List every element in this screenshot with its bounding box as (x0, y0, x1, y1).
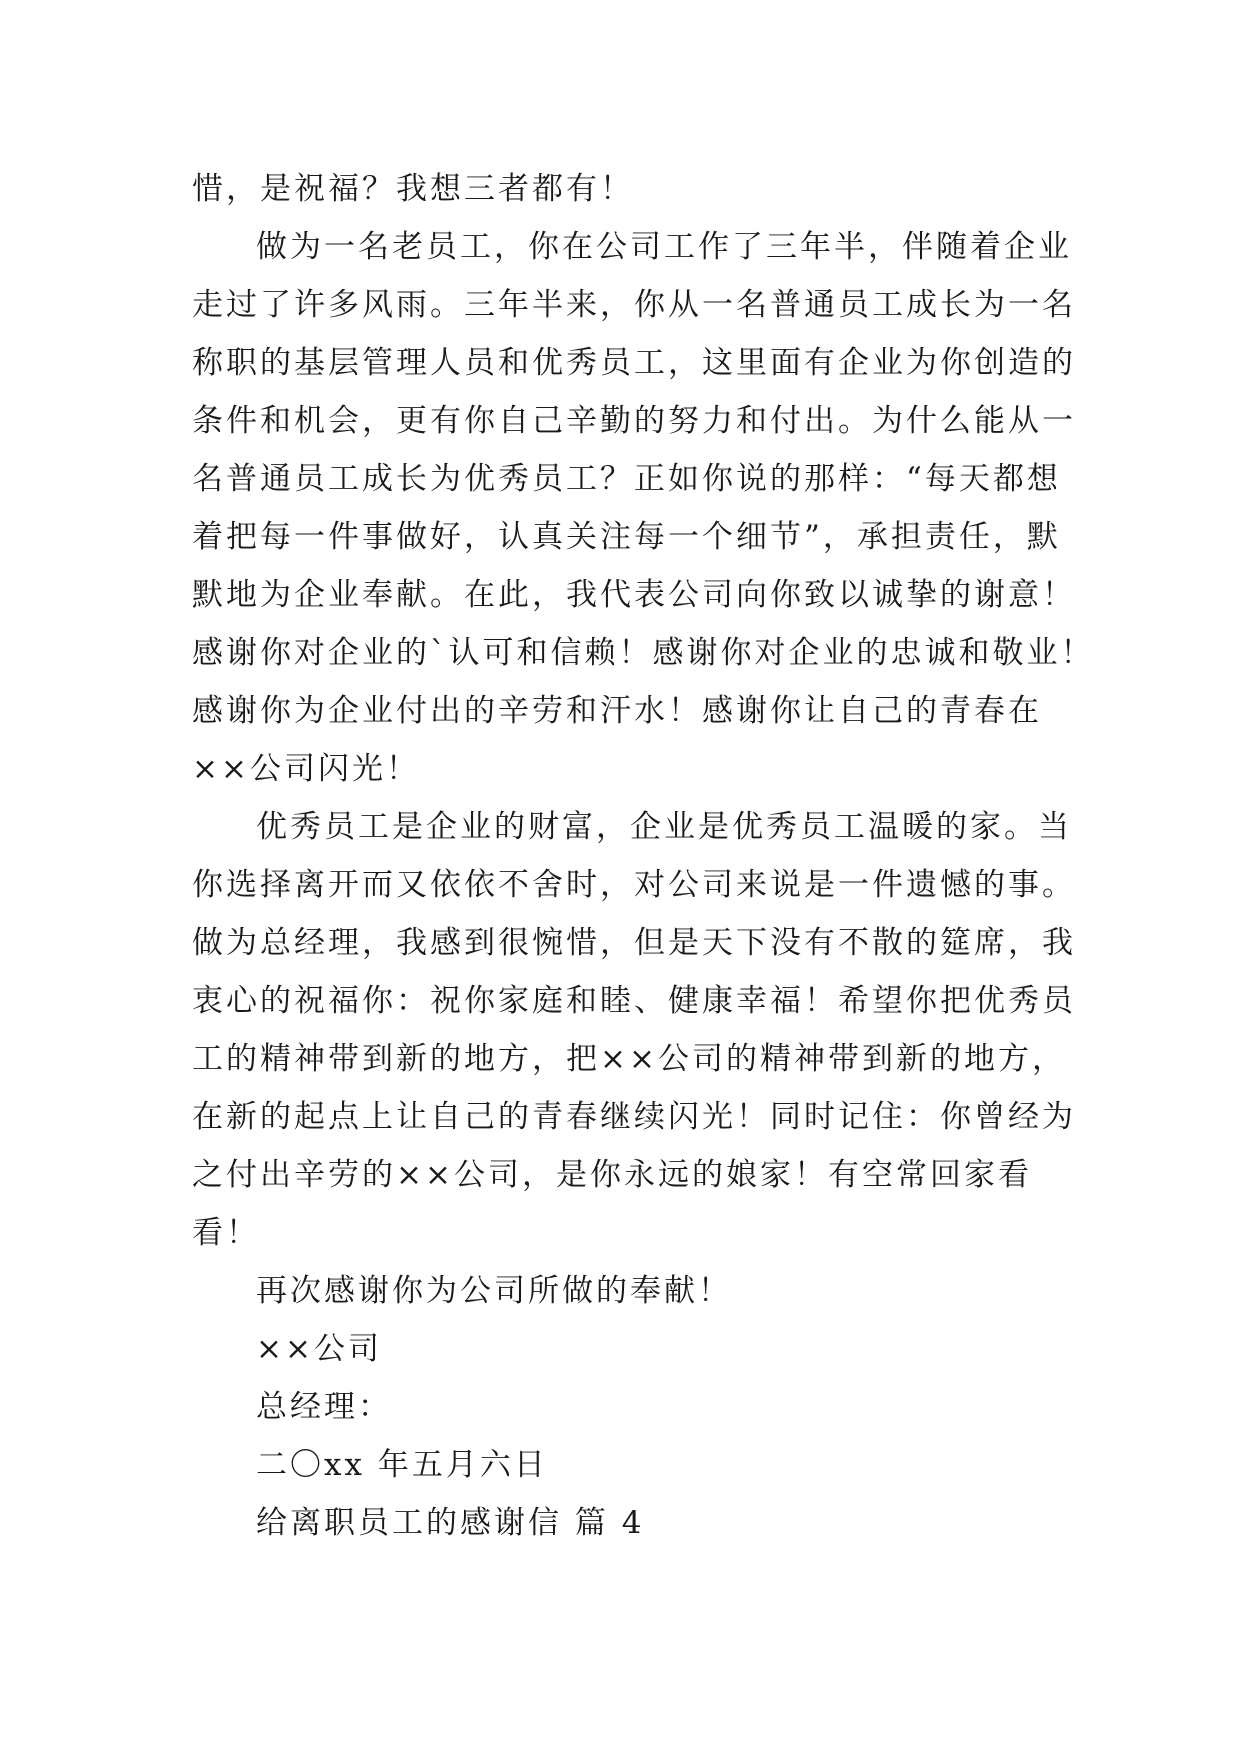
text-line: 着把每一件事做好，认真关注每一个细节”，承担责任，默 (192, 519, 1061, 555)
text-line: 衷心的祝福你：祝你家庭和睦、健康幸福！希望你把优秀员 (192, 983, 1076, 1019)
text-line: 默地为企业奉献。在此，我代表公司向你致以诚挚的谢意！ (192, 577, 1076, 613)
letter-body (192, 160, 1095, 1552)
text-line: 你选择离开而又依依不舍时，对公司来说是一件遗憾的事。 (192, 867, 1076, 903)
text-line: 看！ (192, 1215, 260, 1251)
text-line: 在新的起点上让自己的青春继续闪光！同时记住：你曾经为 (192, 1099, 1076, 1135)
text-line: 惜，是祝福？我想三者都有！ (192, 171, 634, 207)
company-signature: ××公司 (256, 1331, 382, 1367)
next-section-heading: 给离职员工的感谢信 篇 4 (256, 1505, 645, 1541)
text-line: 做为一名老员工，你在公司工作了三年半，伴随着企业 (256, 229, 1072, 265)
text-line: 工的精神带到新的地方，把××公司的精神带到新的地方， (192, 1041, 1066, 1077)
text-line: 名普通员工成长为优秀员工？正如你说的那样：“每天都想 (192, 461, 1061, 497)
text-line: 感谢你为企业付出的辛劳和汗水！感谢你让自己的青春在 (192, 693, 1042, 729)
text-line: ××公司闪光！ (192, 751, 420, 787)
text-line: 条件和机会，更有你自己辛勤的努力和付出。为什么能从一 (192, 403, 1076, 439)
general-manager-signature: 总经理： (256, 1389, 392, 1425)
text-line: 之付出辛劳的××公司，是你永远的娘家！有空常回家看 (192, 1157, 1032, 1193)
letter-date: 二〇xx 年五月六日 (256, 1447, 548, 1483)
text-line: 感谢你对企业的`认可和信赖！感谢你对企业的忠诚和敬业！ (192, 635, 1095, 671)
closing-thanks: 再次感谢你为公司所做的奉献！ (256, 1273, 732, 1309)
text-line: 称职的基层管理人员和优秀员工，这里面有企业为你创造的 (192, 345, 1076, 381)
text-line: 做为总经理，我感到很惋惜，但是天下没有不散的筵席，我 (192, 925, 1076, 961)
text-line: 走过了许多风雨。三年半来，你从一名普通员工成长为一名 (192, 287, 1076, 323)
text-line: 优秀员工是企业的财富，企业是优秀员工温暖的家。当 (256, 809, 1072, 845)
